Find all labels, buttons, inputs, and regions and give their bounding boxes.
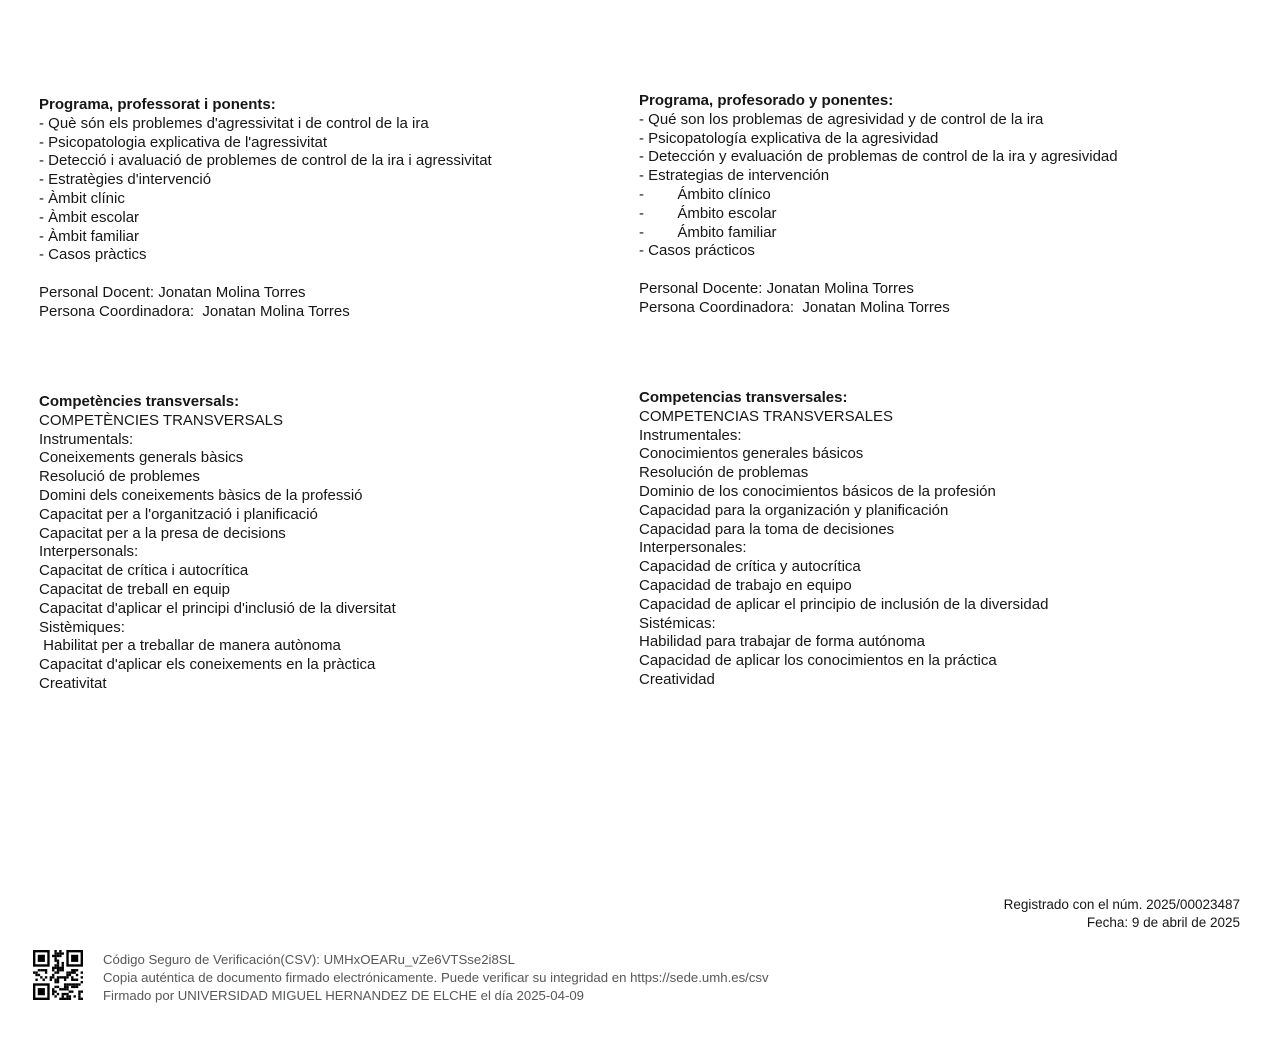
- registration-stamp: [1004, 896, 1240, 931]
- competency-line: Habilidad para trabajar de forma autónoma: [639, 633, 926, 651]
- competency-line: Capacitat de crítica i autocrítica: [39, 562, 249, 580]
- personnel-line: Persona Coordinadora: Jonatan Molina Torres: [39, 302, 350, 320]
- competency-line: Coneixements generals bàsics: [39, 449, 244, 467]
- program-item: - Estratègies d'intervenció: [39, 171, 212, 189]
- footer-signed-line: Firmado por UNIVERSIDAD MIGUEL HERNANDEZ DE ELCHE el día 2025-04-09: [103, 988, 585, 1003]
- catalan-column: [39, 96, 639, 694]
- registration-number: Registrado con el núm. 2025/00023487: [1003, 897, 1240, 912]
- competency-line: Conocimientos generales básicos: [639, 445, 864, 463]
- competency-line: Capacidad para la organización y planificación: [639, 501, 949, 519]
- program-item: - Ámbito escolar: [639, 204, 777, 222]
- competency-line: Creativitat: [39, 674, 107, 692]
- program-item: - Ámbito familiar: [639, 223, 777, 241]
- program-item: - Casos prácticos: [639, 242, 755, 260]
- program-item: - Qué son los problemas de agresividad y de control de la ira: [639, 110, 1044, 128]
- competency-line: Capacidad para la toma de decisiones: [639, 520, 895, 538]
- competency-line: Capacitat de treball en equip: [39, 580, 230, 598]
- competency-line: COMPETÈNCIES TRANSVERSALS: [39, 411, 283, 429]
- competencies-section-es: [639, 389, 1239, 690]
- program-heading-es: Programa, profesorado y ponentes:: [639, 92, 894, 109]
- competency-line: Capacidad de crítica y autocrítica: [639, 558, 861, 576]
- program-item: - Detección y evaluación de problemas de control de la ira y agresividad: [639, 148, 1118, 166]
- program-item: - Ámbito clínico: [639, 185, 771, 203]
- competencies-heading-ca: Competències transversals:: [39, 392, 240, 410]
- competency-line: Sistèmiques:: [39, 618, 125, 636]
- competency-line: Creatividad: [639, 670, 715, 688]
- program-item: - Estrategias de intervención: [639, 167, 830, 185]
- competency-line: Resolució de problemes: [39, 468, 200, 486]
- competency-line: Capacitat d'aplicar el principi d'inclusió de la diversitat: [39, 599, 396, 617]
- competency-line: Sistémicas:: [639, 614, 716, 632]
- program-item: - Què són els problemes d'agressivitat i de control de la ira: [39, 114, 429, 132]
- personnel-line: Persona Coordinadora: Jonatan Molina Torres: [639, 298, 950, 316]
- competency-line: Capacidad de aplicar los conocimientos en la práctica: [639, 652, 997, 670]
- registration-date: Fecha: 9 de abril de 2025: [1086, 914, 1240, 930]
- verification-footer: [103, 951, 769, 1005]
- program-item: - Àmbit escolar: [39, 208, 140, 226]
- program-section-ca: [39, 96, 639, 265]
- competency-line: Resolución de problemas: [639, 464, 809, 482]
- program-item: - Detecció i avaluació de problemes de control de la ira i agressivitat: [39, 152, 492, 170]
- competency-line: Capacitat per a l'organització i planificació: [39, 505, 318, 523]
- program-item: - Casos pràctics: [39, 246, 147, 264]
- qr-code-icon: [33, 950, 83, 1000]
- competencies-section-ca: [39, 393, 639, 694]
- competency-line: Habilitat per a treballar de manera autònoma: [39, 637, 341, 655]
- spanish-column: [639, 92, 1239, 690]
- personnel-line: Personal Docent: Jonatan Molina Torres: [39, 283, 306, 301]
- personnel-section-es: [639, 280, 1239, 318]
- competency-line: Capacitat d'aplicar els coneixements en la pràctica: [39, 656, 376, 674]
- competency-line: Interpersonales:: [639, 539, 747, 557]
- competency-line: Instrumentals:: [39, 430, 134, 448]
- footer-verify-line: Copia auténtica de documento firmado electrónicamente. Puede verificar su integridad en https://sede.umh.es/csv: [103, 970, 769, 985]
- footer-csv-line: Código Seguro de Verificación(CSV): UMHxOEARu_vZe6VTSse2i8SL: [103, 952, 515, 967]
- competency-line: Capacidad de trabajo en equipo: [639, 576, 852, 594]
- program-section-es: [639, 92, 1239, 261]
- competency-line: Capacidad de aplicar el principio de inclusión de la diversidad: [639, 595, 1049, 613]
- competency-line: Capacitat per a la presa de decisions: [39, 524, 286, 542]
- personnel-line: Personal Docente: Jonatan Molina Torres: [639, 279, 914, 297]
- program-heading-ca: Programa, professorat i ponents:: [39, 96, 276, 113]
- competency-line: Instrumentales:: [639, 426, 742, 444]
- program-item: - Psicopatologia explicativa de l'agressivitat: [39, 133, 328, 151]
- competency-line: Interpersonals:: [39, 543, 139, 561]
- program-item: - Àmbit familiar: [39, 227, 140, 245]
- competency-line: COMPETENCIAS TRANSVERSALES: [639, 407, 893, 425]
- personnel-section-ca: [39, 284, 639, 322]
- program-item: - Àmbit clínic: [39, 189, 125, 207]
- competency-line: Domini dels coneixements bàsics de la professió: [39, 486, 363, 504]
- competencies-heading-es: Competencias transversales:: [639, 388, 848, 406]
- program-item: - Psicopatología explicativa de la agresividad: [639, 129, 939, 147]
- competency-line: Dominio de los conocimientos básicos de la profesión: [639, 482, 996, 500]
